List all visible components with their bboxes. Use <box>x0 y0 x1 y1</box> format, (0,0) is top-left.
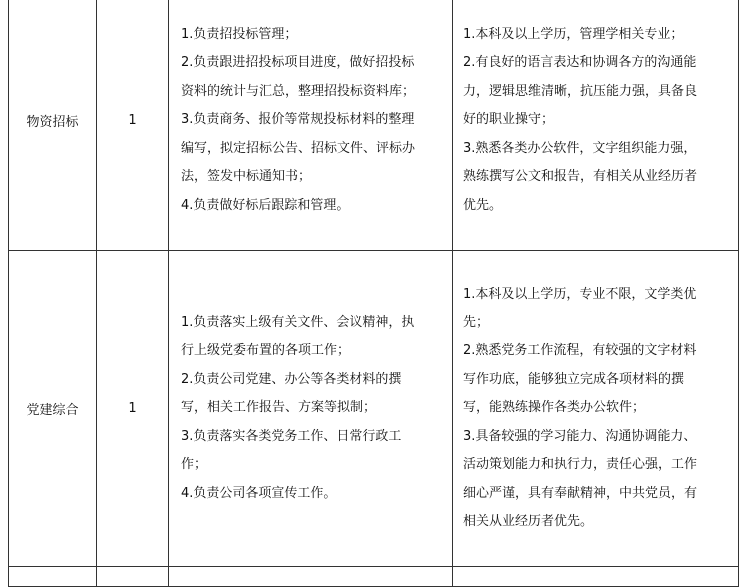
requirement-line: 先； <box>463 315 490 331</box>
requirement-line: 相关从业经历者优先。 <box>463 513 594 529</box>
duty-line: 2.负责跟进招投标项目进度，做好招投标 <box>181 55 415 71</box>
requirement-line: 2.熟悉党务工作流程，有较强的文字材料 <box>463 343 697 359</box>
duty-line: 编写，拟定招标公告、招标文件、评标办 <box>181 140 416 156</box>
duty-line: 2.负责公司党建、办公等各类材料的撰 <box>181 371 402 387</box>
requirement-line: 写，能熟练操作各类办公软件； <box>463 400 646 416</box>
duty-line: 写，相关工作报告、方案等拟制； <box>181 400 377 416</box>
table-row <box>9 0 739 251</box>
duty-line: 4.负责做好标后跟踪和管理。 <box>181 197 350 213</box>
requirement-line: 好的职业操守； <box>463 112 555 128</box>
duty-line: 资料的统计与汇总，整理招投标资料库； <box>181 83 416 99</box>
position-title: 党建综合 <box>9 251 97 567</box>
requirement-line: 活动策划能力和执行力，责任心强，工作 <box>463 457 698 473</box>
position-title: 物资招标 <box>9 0 97 251</box>
duty-line: 4.负责公司各项宣传工作。 <box>181 485 337 501</box>
requirements-cell <box>453 251 739 567</box>
duty-line: 1.负责招投标管理； <box>181 27 298 43</box>
requirement-line: 1.本科及以上学历，专业不限，文学类优 <box>463 286 697 302</box>
requirement-line: 1.本科及以上学历，管理学相关专业； <box>463 27 684 43</box>
table-row <box>9 567 739 587</box>
requirement-line: 熟练撰写公文和报告，有相关从业经历者 <box>463 169 698 185</box>
duty-line: 法，签发中标通知书； <box>181 169 312 185</box>
duty-line: 1.负责落实上级有关文件、会议精神，执 <box>181 315 415 331</box>
headcount: 1 <box>97 251 169 567</box>
requirement-line: 力，逻辑思维清晰，抗压能力强，具备良 <box>463 83 698 99</box>
empty-cell <box>169 567 453 587</box>
requirement-line: 写作功底，能够独立完成各项材料的撰 <box>463 371 685 387</box>
empty-cell <box>97 567 169 587</box>
requirement-line: 3.熟悉各类办公软件，文字组织能力强， <box>463 140 697 156</box>
duty-line: 作； <box>181 457 208 473</box>
table-row <box>9 251 739 567</box>
duties-cell <box>169 0 453 251</box>
duty-line: 3.负责落实各类党务工作、日常行政工 <box>181 428 402 444</box>
requirements-cell <box>453 0 739 251</box>
duty-line: 行上级党委布置的各项工作； <box>181 343 351 359</box>
duties-cell <box>169 251 453 567</box>
empty-cell <box>9 567 97 587</box>
duty-line: 3.负责商务、报价等常规投标材料的整理 <box>181 112 415 128</box>
empty-cell <box>453 567 739 587</box>
requirement-line: 优先。 <box>463 197 503 213</box>
requirement-line: 3.具备较强的学习能力、沟通协调能力、 <box>463 428 697 444</box>
requirement-line: 2.有良好的语言表达和协调各方的沟通能 <box>463 55 697 71</box>
requirement-line: 细心严谨，具有奉献精神，中共党员，有 <box>463 485 698 501</box>
headcount: 1 <box>97 0 169 251</box>
job-requirements-table <box>8 0 739 587</box>
